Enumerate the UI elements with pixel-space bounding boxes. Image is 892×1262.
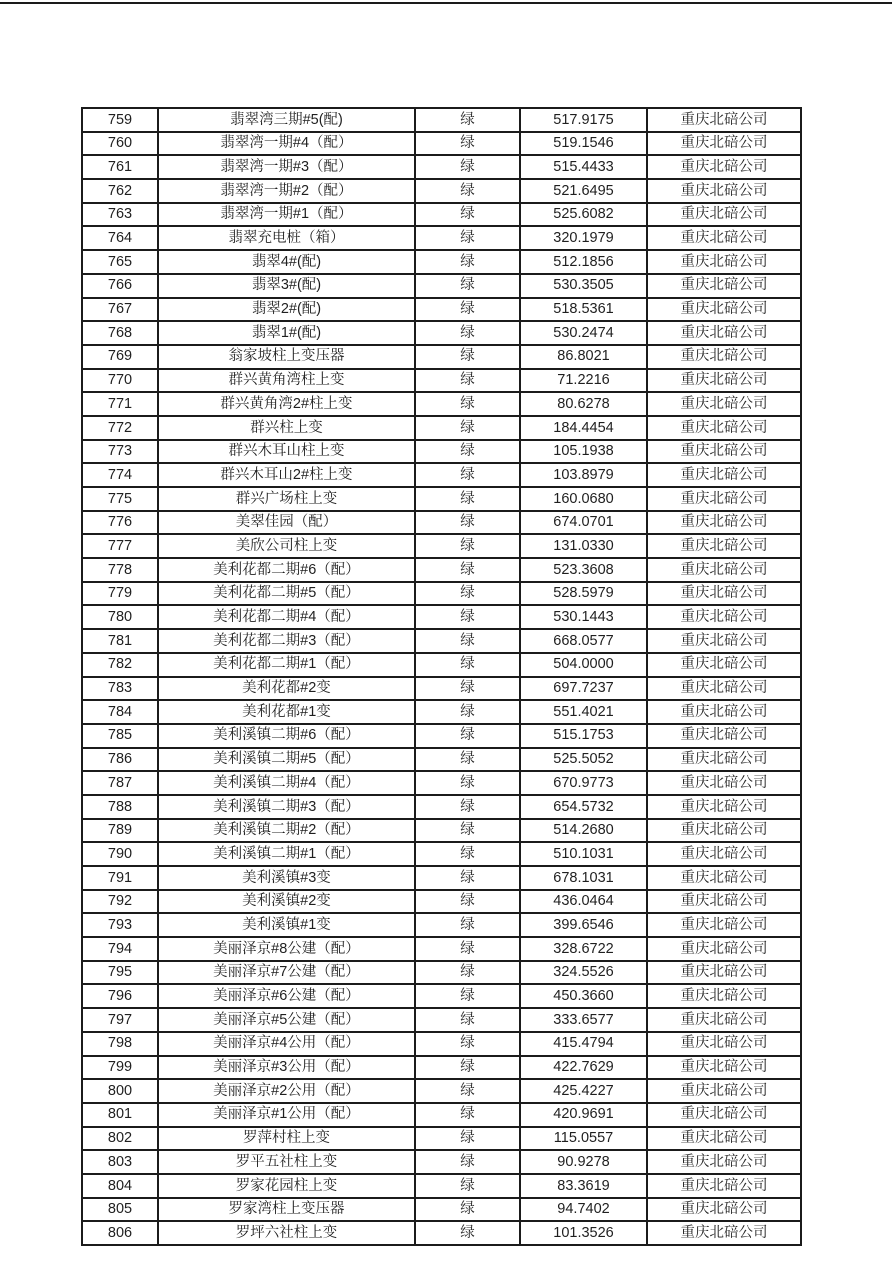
status-cell: 绿 xyxy=(415,534,520,558)
company-cell: 重庆北碚公司 xyxy=(647,416,801,440)
value-cell: 115.0557 xyxy=(520,1127,647,1151)
table-row xyxy=(82,1127,801,1151)
status-cell: 绿 xyxy=(415,511,520,535)
status-cell: 绿 xyxy=(415,677,520,701)
table-row xyxy=(82,961,801,985)
row-number-cell: 778 xyxy=(82,558,158,582)
company-cell: 重庆北碚公司 xyxy=(647,511,801,535)
value-cell: 518.5361 xyxy=(520,298,647,322)
device-name-cell: 美丽泽京#3公用（配） xyxy=(158,1056,415,1080)
device-name-cell: 罗平五社柱上变 xyxy=(158,1150,415,1174)
company-cell: 重庆北碚公司 xyxy=(647,605,801,629)
company-cell: 重庆北碚公司 xyxy=(647,1127,801,1151)
row-number-cell: 768 xyxy=(82,321,158,345)
table-row xyxy=(82,132,801,156)
status-cell: 绿 xyxy=(415,724,520,748)
status-cell: 绿 xyxy=(415,984,520,1008)
row-number-cell: 779 xyxy=(82,582,158,606)
company-cell: 重庆北碚公司 xyxy=(647,558,801,582)
table-row xyxy=(82,416,801,440)
device-name-cell: 美利花都二期#4（配） xyxy=(158,605,415,629)
row-number-cell: 790 xyxy=(82,842,158,866)
company-cell: 重庆北碚公司 xyxy=(647,677,801,701)
device-name-cell: 美丽泽京#2公用（配） xyxy=(158,1079,415,1103)
table-row xyxy=(82,1008,801,1032)
table-row xyxy=(82,487,801,511)
device-name-cell: 翡翠湾一期#2（配） xyxy=(158,179,415,203)
table-row xyxy=(82,937,801,961)
company-cell: 重庆北碚公司 xyxy=(647,748,801,772)
value-cell: 515.1753 xyxy=(520,724,647,748)
device-name-cell: 美丽泽京#7公建（配） xyxy=(158,961,415,985)
status-cell: 绿 xyxy=(415,1127,520,1151)
table-row xyxy=(82,724,801,748)
status-cell: 绿 xyxy=(415,748,520,772)
status-cell: 绿 xyxy=(415,392,520,416)
status-cell: 绿 xyxy=(415,298,520,322)
value-cell: 510.1031 xyxy=(520,842,647,866)
company-cell: 重庆北碚公司 xyxy=(647,487,801,511)
row-number-cell: 794 xyxy=(82,937,158,961)
value-cell: 320.1979 xyxy=(520,226,647,250)
value-cell: 528.5979 xyxy=(520,582,647,606)
company-cell: 重庆北碚公司 xyxy=(647,1008,801,1032)
row-number-cell: 783 xyxy=(82,677,158,701)
row-number-cell: 795 xyxy=(82,961,158,985)
table-row xyxy=(82,819,801,843)
table-row xyxy=(82,440,801,464)
table-row xyxy=(82,1174,801,1198)
device-name-cell: 群兴黄角湾柱上变 xyxy=(158,369,415,393)
company-cell: 重庆北碚公司 xyxy=(647,226,801,250)
status-cell: 绿 xyxy=(415,463,520,487)
row-number-cell: 784 xyxy=(82,700,158,724)
status-cell: 绿 xyxy=(415,582,520,606)
row-number-cell: 781 xyxy=(82,629,158,653)
device-name-cell: 美利溪镇二期#2（配） xyxy=(158,819,415,843)
row-number-cell: 760 xyxy=(82,132,158,156)
device-name-cell: 美丽泽京#8公建（配） xyxy=(158,937,415,961)
company-cell: 重庆北碚公司 xyxy=(647,700,801,724)
status-cell: 绿 xyxy=(415,1174,520,1198)
device-name-cell: 美丽泽京#6公建（配） xyxy=(158,984,415,1008)
company-cell: 重庆北碚公司 xyxy=(647,984,801,1008)
company-cell: 重庆北碚公司 xyxy=(647,321,801,345)
status-cell: 绿 xyxy=(415,1032,520,1056)
table-row xyxy=(82,677,801,701)
row-number-cell: 767 xyxy=(82,298,158,322)
status-cell: 绿 xyxy=(415,558,520,582)
device-name-cell: 翡翠4#(配) xyxy=(158,250,415,274)
company-cell: 重庆北碚公司 xyxy=(647,203,801,227)
row-number-cell: 792 xyxy=(82,890,158,914)
company-cell: 重庆北碚公司 xyxy=(647,369,801,393)
value-cell: 530.1443 xyxy=(520,605,647,629)
table-row xyxy=(82,534,801,558)
device-name-cell: 美翠佳园（配） xyxy=(158,511,415,535)
row-number-cell: 785 xyxy=(82,724,158,748)
device-name-cell: 美利花都#1变 xyxy=(158,700,415,724)
status-cell: 绿 xyxy=(415,1103,520,1127)
value-cell: 668.0577 xyxy=(520,629,647,653)
table-row xyxy=(82,1221,801,1245)
device-name-cell: 罗萍村柱上变 xyxy=(158,1127,415,1151)
company-cell: 重庆北碚公司 xyxy=(647,534,801,558)
value-cell: 324.5526 xyxy=(520,961,647,985)
value-cell: 103.8979 xyxy=(520,463,647,487)
device-name-cell: 美利溪镇#2变 xyxy=(158,890,415,914)
status-cell: 绿 xyxy=(415,1008,520,1032)
device-name-cell: 翡翠湾一期#1（配） xyxy=(158,203,415,227)
device-name-cell: 翡翠湾三期#5(配) xyxy=(158,108,415,132)
table-row xyxy=(82,629,801,653)
device-name-cell: 美欣公司柱上变 xyxy=(158,534,415,558)
value-cell: 521.6495 xyxy=(520,179,647,203)
status-cell: 绿 xyxy=(415,179,520,203)
value-cell: 450.3660 xyxy=(520,984,647,1008)
company-cell: 重庆北碚公司 xyxy=(647,1032,801,1056)
value-cell: 525.5052 xyxy=(520,748,647,772)
company-cell: 重庆北碚公司 xyxy=(647,819,801,843)
value-cell: 131.0330 xyxy=(520,534,647,558)
value-cell: 105.1938 xyxy=(520,440,647,464)
row-number-cell: 786 xyxy=(82,748,158,772)
status-cell: 绿 xyxy=(415,440,520,464)
table-row xyxy=(82,392,801,416)
value-cell: 678.1031 xyxy=(520,866,647,890)
value-cell: 71.2216 xyxy=(520,369,647,393)
company-cell: 重庆北碚公司 xyxy=(647,629,801,653)
row-number-cell: 796 xyxy=(82,984,158,1008)
status-cell: 绿 xyxy=(415,842,520,866)
table-row xyxy=(82,108,801,132)
row-number-cell: 764 xyxy=(82,226,158,250)
company-cell: 重庆北碚公司 xyxy=(647,132,801,156)
table-row xyxy=(82,511,801,535)
table-row xyxy=(82,369,801,393)
value-cell: 654.5732 xyxy=(520,795,647,819)
device-name-cell: 美利花都二期#3（配） xyxy=(158,629,415,653)
status-cell: 绿 xyxy=(415,653,520,677)
company-cell: 重庆北碚公司 xyxy=(647,771,801,795)
row-number-cell: 802 xyxy=(82,1127,158,1151)
status-cell: 绿 xyxy=(415,321,520,345)
value-cell: 697.7237 xyxy=(520,677,647,701)
company-cell: 重庆北碚公司 xyxy=(647,795,801,819)
table-row xyxy=(82,771,801,795)
device-name-cell: 罗坪六社柱上变 xyxy=(158,1221,415,1245)
company-cell: 重庆北碚公司 xyxy=(647,392,801,416)
table-row xyxy=(82,298,801,322)
row-number-cell: 798 xyxy=(82,1032,158,1056)
row-number-cell: 789 xyxy=(82,819,158,843)
value-cell: 184.4454 xyxy=(520,416,647,440)
value-cell: 160.0680 xyxy=(520,487,647,511)
status-cell: 绿 xyxy=(415,369,520,393)
company-cell: 重庆北碚公司 xyxy=(647,842,801,866)
device-name-cell: 翡翠1#(配) xyxy=(158,321,415,345)
table-row xyxy=(82,321,801,345)
table-row xyxy=(82,463,801,487)
company-cell: 重庆北碚公司 xyxy=(647,1056,801,1080)
company-cell: 重庆北碚公司 xyxy=(647,440,801,464)
device-name-cell: 美丽泽京#5公建（配） xyxy=(158,1008,415,1032)
device-name-cell: 美利溪镇二期#5（配） xyxy=(158,748,415,772)
row-number-cell: 776 xyxy=(82,511,158,535)
value-cell: 515.4433 xyxy=(520,155,647,179)
value-cell: 530.2474 xyxy=(520,321,647,345)
value-cell: 519.1546 xyxy=(520,132,647,156)
value-cell: 415.4794 xyxy=(520,1032,647,1056)
company-cell: 重庆北碚公司 xyxy=(647,582,801,606)
row-number-cell: 773 xyxy=(82,440,158,464)
company-cell: 重庆北碚公司 xyxy=(647,866,801,890)
row-number-cell: 765 xyxy=(82,250,158,274)
row-number-cell: 772 xyxy=(82,416,158,440)
status-cell: 绿 xyxy=(415,250,520,274)
device-name-cell: 美丽泽京#4公用（配） xyxy=(158,1032,415,1056)
value-cell: 328.6722 xyxy=(520,937,647,961)
value-cell: 86.8021 xyxy=(520,345,647,369)
company-cell: 重庆北碚公司 xyxy=(647,298,801,322)
value-cell: 525.6082 xyxy=(520,203,647,227)
page-top-border-line xyxy=(0,2,892,4)
table-row xyxy=(82,558,801,582)
device-table xyxy=(81,107,802,1246)
device-name-cell: 美利花都二期#1（配） xyxy=(158,653,415,677)
device-name-cell: 美利溪镇二期#3（配） xyxy=(158,795,415,819)
device-name-cell: 罗家湾柱上变压器 xyxy=(158,1198,415,1222)
row-number-cell: 801 xyxy=(82,1103,158,1127)
status-cell: 绿 xyxy=(415,155,520,179)
table-row xyxy=(82,179,801,203)
table-row xyxy=(82,842,801,866)
status-cell: 绿 xyxy=(415,961,520,985)
status-cell: 绿 xyxy=(415,937,520,961)
row-number-cell: 804 xyxy=(82,1174,158,1198)
table-row xyxy=(82,1103,801,1127)
row-number-cell: 793 xyxy=(82,913,158,937)
company-cell: 重庆北碚公司 xyxy=(647,890,801,914)
table-row xyxy=(82,203,801,227)
value-cell: 422.7629 xyxy=(520,1056,647,1080)
company-cell: 重庆北碚公司 xyxy=(647,724,801,748)
company-cell: 重庆北碚公司 xyxy=(647,961,801,985)
table-row xyxy=(82,582,801,606)
value-cell: 514.2680 xyxy=(520,819,647,843)
value-cell: 512.1856 xyxy=(520,250,647,274)
table-row xyxy=(82,345,801,369)
status-cell: 绿 xyxy=(415,771,520,795)
table-row xyxy=(82,795,801,819)
company-cell: 重庆北碚公司 xyxy=(647,653,801,677)
table-row xyxy=(82,1150,801,1174)
status-cell: 绿 xyxy=(415,108,520,132)
row-number-cell: 761 xyxy=(82,155,158,179)
value-cell: 101.3526 xyxy=(520,1221,647,1245)
device-name-cell: 群兴广场柱上变 xyxy=(158,487,415,511)
device-name-cell: 翡翠湾一期#4（配） xyxy=(158,132,415,156)
value-cell: 94.7402 xyxy=(520,1198,647,1222)
value-cell: 530.3505 xyxy=(520,274,647,298)
status-cell: 绿 xyxy=(415,1221,520,1245)
company-cell: 重庆北碚公司 xyxy=(647,1174,801,1198)
device-name-cell: 罗家花园柱上变 xyxy=(158,1174,415,1198)
row-number-cell: 787 xyxy=(82,771,158,795)
table-row xyxy=(82,274,801,298)
company-cell: 重庆北碚公司 xyxy=(647,1103,801,1127)
device-name-cell: 翡翠充电桩（箱） xyxy=(158,226,415,250)
value-cell: 517.9175 xyxy=(520,108,647,132)
device-name-cell: 翡翠3#(配) xyxy=(158,274,415,298)
status-cell: 绿 xyxy=(415,629,520,653)
device-name-cell: 美利溪镇二期#6（配） xyxy=(158,724,415,748)
table-row xyxy=(82,913,801,937)
status-cell: 绿 xyxy=(415,1056,520,1080)
device-name-cell: 翡翠2#(配) xyxy=(158,298,415,322)
company-cell: 重庆北碚公司 xyxy=(647,1221,801,1245)
status-cell: 绿 xyxy=(415,700,520,724)
row-number-cell: 799 xyxy=(82,1056,158,1080)
row-number-cell: 780 xyxy=(82,605,158,629)
value-cell: 83.3619 xyxy=(520,1174,647,1198)
device-name-cell: 美利溪镇#3变 xyxy=(158,866,415,890)
company-cell: 重庆北碚公司 xyxy=(647,913,801,937)
row-number-cell: 775 xyxy=(82,487,158,511)
row-number-cell: 788 xyxy=(82,795,158,819)
company-cell: 重庆北碚公司 xyxy=(647,179,801,203)
table-row xyxy=(82,250,801,274)
table-row xyxy=(82,748,801,772)
status-cell: 绿 xyxy=(415,345,520,369)
table-row xyxy=(82,984,801,1008)
row-number-cell: 791 xyxy=(82,866,158,890)
device-name-cell: 群兴黄角湾2#柱上变 xyxy=(158,392,415,416)
table-row xyxy=(82,605,801,629)
table-row xyxy=(82,155,801,179)
value-cell: 80.6278 xyxy=(520,392,647,416)
company-cell: 重庆北碚公司 xyxy=(647,345,801,369)
table-row xyxy=(82,1079,801,1103)
value-cell: 399.6546 xyxy=(520,913,647,937)
row-number-cell: 763 xyxy=(82,203,158,227)
status-cell: 绿 xyxy=(415,605,520,629)
row-number-cell: 766 xyxy=(82,274,158,298)
status-cell: 绿 xyxy=(415,274,520,298)
device-name-cell: 美利花都#2变 xyxy=(158,677,415,701)
device-name-cell: 群兴木耳山柱上变 xyxy=(158,440,415,464)
table-row xyxy=(82,1032,801,1056)
status-cell: 绿 xyxy=(415,226,520,250)
table-row xyxy=(82,1056,801,1080)
table-row xyxy=(82,890,801,914)
status-cell: 绿 xyxy=(415,1198,520,1222)
device-name-cell: 群兴木耳山2#柱上变 xyxy=(158,463,415,487)
table-row xyxy=(82,866,801,890)
device-name-cell: 翡翠湾一期#3（配） xyxy=(158,155,415,179)
status-cell: 绿 xyxy=(415,795,520,819)
company-cell: 重庆北碚公司 xyxy=(647,250,801,274)
row-number-cell: 800 xyxy=(82,1079,158,1103)
table-row xyxy=(82,653,801,677)
device-name-cell: 美利花都二期#5（配） xyxy=(158,582,415,606)
value-cell: 436.0464 xyxy=(520,890,647,914)
device-name-cell: 美利溪镇#1变 xyxy=(158,913,415,937)
value-cell: 425.4227 xyxy=(520,1079,647,1103)
value-cell: 333.6577 xyxy=(520,1008,647,1032)
company-cell: 重庆北碚公司 xyxy=(647,155,801,179)
status-cell: 绿 xyxy=(415,890,520,914)
table-row xyxy=(82,226,801,250)
status-cell: 绿 xyxy=(415,132,520,156)
company-cell: 重庆北碚公司 xyxy=(647,1150,801,1174)
status-cell: 绿 xyxy=(415,487,520,511)
status-cell: 绿 xyxy=(415,819,520,843)
status-cell: 绿 xyxy=(415,416,520,440)
table-row xyxy=(82,1198,801,1222)
row-number-cell: 769 xyxy=(82,345,158,369)
row-number-cell: 777 xyxy=(82,534,158,558)
status-cell: 绿 xyxy=(415,913,520,937)
company-cell: 重庆北碚公司 xyxy=(647,463,801,487)
row-number-cell: 771 xyxy=(82,392,158,416)
device-name-cell: 美丽泽京#1公用（配） xyxy=(158,1103,415,1127)
row-number-cell: 806 xyxy=(82,1221,158,1245)
value-cell: 551.4021 xyxy=(520,700,647,724)
company-cell: 重庆北碚公司 xyxy=(647,108,801,132)
row-number-cell: 782 xyxy=(82,653,158,677)
device-name-cell: 美利溪镇二期#4（配） xyxy=(158,771,415,795)
device-name-cell: 美利溪镇二期#1（配） xyxy=(158,842,415,866)
status-cell: 绿 xyxy=(415,1150,520,1174)
status-cell: 绿 xyxy=(415,866,520,890)
company-cell: 重庆北碚公司 xyxy=(647,274,801,298)
row-number-cell: 770 xyxy=(82,369,158,393)
device-name-cell: 群兴柱上变 xyxy=(158,416,415,440)
row-number-cell: 759 xyxy=(82,108,158,132)
table-row xyxy=(82,700,801,724)
row-number-cell: 797 xyxy=(82,1008,158,1032)
row-number-cell: 774 xyxy=(82,463,158,487)
value-cell: 90.9278 xyxy=(520,1150,647,1174)
value-cell: 420.9691 xyxy=(520,1103,647,1127)
company-cell: 重庆北碚公司 xyxy=(647,1079,801,1103)
device-name-cell: 美利花都二期#6（配） xyxy=(158,558,415,582)
company-cell: 重庆北碚公司 xyxy=(647,1198,801,1222)
company-cell: 重庆北碚公司 xyxy=(647,937,801,961)
value-cell: 523.3608 xyxy=(520,558,647,582)
device-name-cell: 翁家坡柱上变压器 xyxy=(158,345,415,369)
status-cell: 绿 xyxy=(415,203,520,227)
row-number-cell: 805 xyxy=(82,1198,158,1222)
row-number-cell: 762 xyxy=(82,179,158,203)
row-number-cell: 803 xyxy=(82,1150,158,1174)
status-cell: 绿 xyxy=(415,1079,520,1103)
value-cell: 504.0000 xyxy=(520,653,647,677)
value-cell: 674.0701 xyxy=(520,511,647,535)
value-cell: 670.9773 xyxy=(520,771,647,795)
